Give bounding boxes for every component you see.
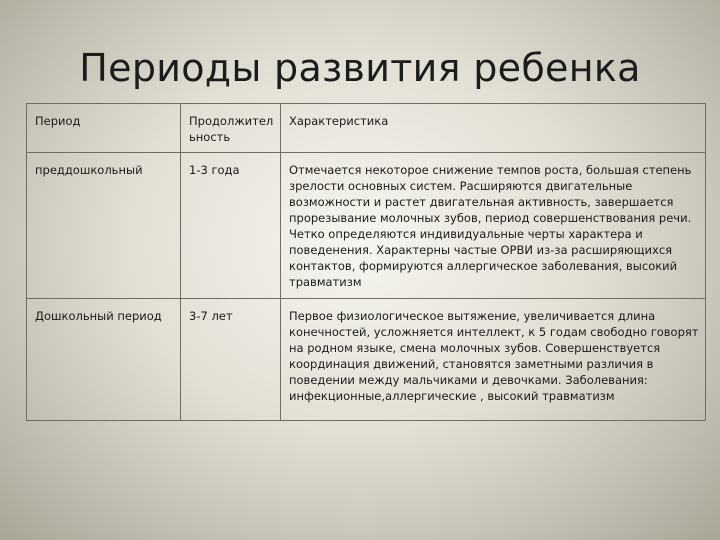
header-characteristic: Характеристика — [281, 104, 706, 153]
header-period: Период — [27, 104, 181, 153]
table-row — [27, 299, 706, 421]
slide-title: Периоды развития ребенка — [79, 46, 641, 90]
periods-table — [26, 103, 706, 421]
cell-characteristic: Первое физиологическое вытяжение, увеличивается длина конечностей, усложняется интеллект, к 5 годам свободно говорят на родном языке, смена молочных зубов. Совершенствуется координация движений, становятся заметными различия в поведении между мальчиками и девочками. Заболевания: инфекционные,аллергические , высокий травматизм — [281, 299, 706, 421]
cell-duration: 3-7 лет — [181, 299, 281, 421]
cell-characteristic: Отмечается некоторое снижение темпов роста, большая степень зрелости основных систем. Расширяются двигательные возможности и растет двигательная активность, завершается прорезывание молочных зубов, период совершенствования речи. Четко определяются индивидуальные черты характера и поведенения. Характерны частые ОРВИ из-за расширяющихся контактов, формируются аллергическое заболевания, высокий травматизм — [281, 153, 706, 299]
header-duration: Продолжительность — [181, 104, 281, 153]
table-row — [27, 153, 706, 299]
cell-period: Дошкольный период — [27, 299, 181, 421]
cell-period: преддошкольный — [27, 153, 181, 299]
cell-duration: 1-3 года — [181, 153, 281, 299]
table-header-row — [27, 104, 706, 153]
